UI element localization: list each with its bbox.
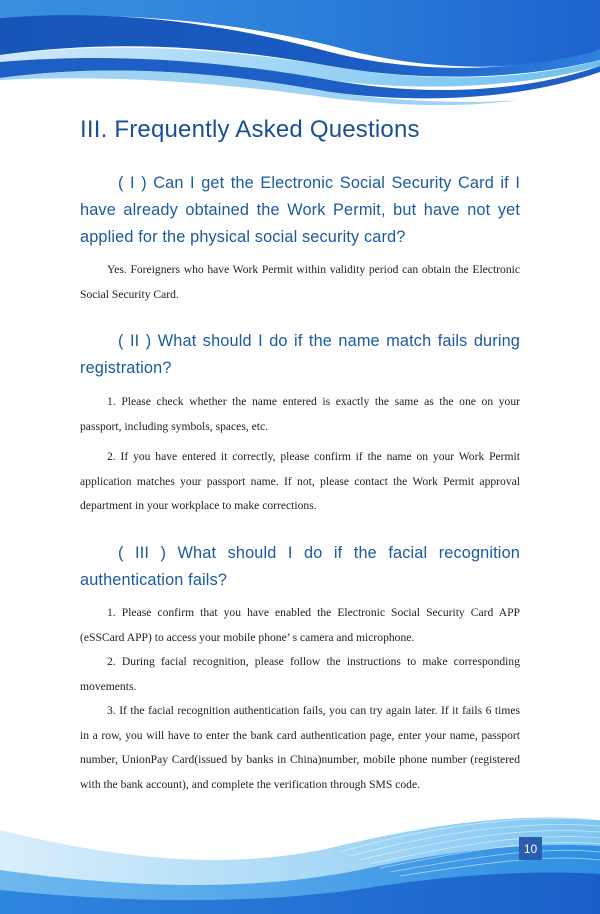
header-wave-decoration — [0, 0, 600, 110]
faq-answer-1-1 — [80, 258, 520, 307]
faq-answer-3-3 — [80, 699, 520, 797]
faq-question-2 — [80, 328, 520, 382]
faq-answer-text: 1. Please check whether the name entered is exactly the same as the one on your passport, including symbols, spaces, etc. — [80, 395, 520, 433]
faq-answer-text: 2. If you have entered it correctly, please confirm if the name on your Work Permit application matches your passport name. If not, please contact the Work Permit approval department in your workplace to make corrections. — [80, 450, 520, 512]
faq-answer-3-1 — [80, 601, 520, 650]
faq-answer-text: 3. If the facial recognition authentication fails, you can try again later. If it fails 6 times in a row, you will have to enter the bank card authentication page, enter your name, passport number, UnionPay Card(issued by banks in China)number, mobile phone number (registered with the bank account), and complete the verification through SMS code. — [80, 704, 520, 791]
faq-question-3 — [80, 540, 520, 594]
faq-answer-text: 1. Please confirm that you have enabled the Electronic Social Security Card APP (eSSCard APP) to access your mobile phone’ s camera and microphone. — [80, 606, 520, 644]
faq-question-3-text: ( III ) What should I do if the facial recognition authentication fails? — [80, 544, 520, 589]
faq-answer-2-1 — [80, 390, 520, 439]
faq-answer-text: 2. During facial recognition, please follow the instructions to make corresponding movements. — [80, 655, 520, 693]
faq-answer-text: Yes. Foreigners who have Work Permit within validity period can obtain the Electronic Social Security Card. — [80, 263, 520, 301]
faq-question-1-text: ( I ) Can I get the Electronic Social Security Card if I have already obtained the Work Permit, but have not yet applied for the physical social security card? — [80, 174, 520, 246]
page-title: III. Frequently Asked Questions — [80, 116, 420, 143]
footer-wave-decoration — [0, 790, 600, 914]
faq-answer-3-2 — [80, 650, 520, 699]
faq-question-2-text: ( II ) What should I do if the name match fails during registration? — [80, 332, 520, 377]
faq-question-1 — [80, 170, 520, 251]
page-number-badge: 10 — [519, 837, 542, 860]
faq-answer-2-2 — [80, 445, 520, 519]
